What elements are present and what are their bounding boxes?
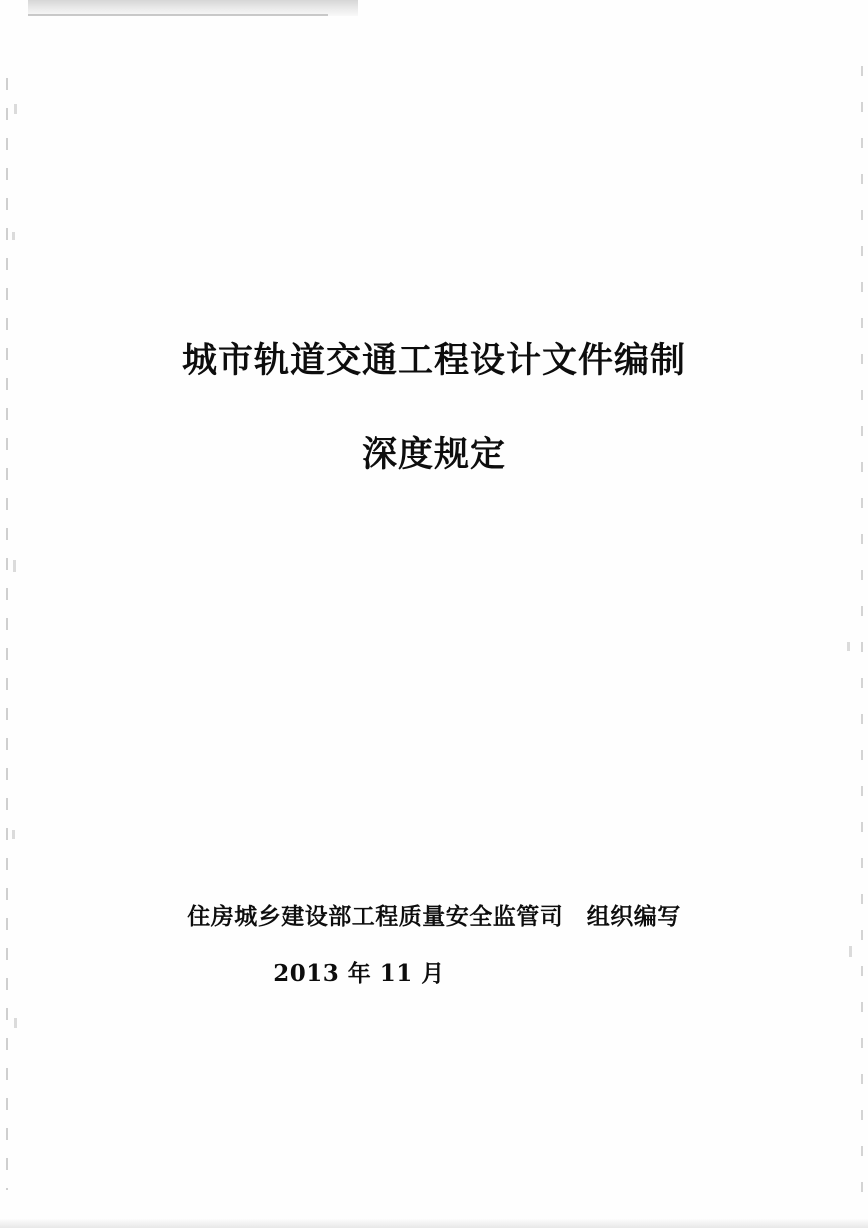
publication-date: 2013 年 11 月 bbox=[273, 960, 445, 987]
scan-speck bbox=[12, 830, 15, 839]
document-publisher-block bbox=[0, 898, 868, 988]
scan-speck bbox=[13, 560, 16, 572]
scan-speck bbox=[14, 104, 17, 114]
scan-artifact-top-line bbox=[28, 14, 328, 16]
scan-speck bbox=[12, 232, 15, 240]
document-title-block bbox=[0, 340, 868, 476]
page-title-line-1: 城市轨道交通工程设计文件编制 bbox=[181, 340, 686, 381]
scan-artifact-bottom-edge bbox=[0, 1218, 868, 1228]
scan-artifact-left-margin bbox=[6, 60, 8, 1190]
page-title-line-2: 深度规定 bbox=[361, 434, 506, 475]
scan-speck bbox=[14, 1018, 17, 1028]
scan-speck bbox=[847, 642, 850, 651]
scan-artifact-right-margin bbox=[861, 40, 863, 1200]
publisher-organization: 住房城乡建设部工程质量安全监管司 组织编写 bbox=[187, 903, 681, 930]
